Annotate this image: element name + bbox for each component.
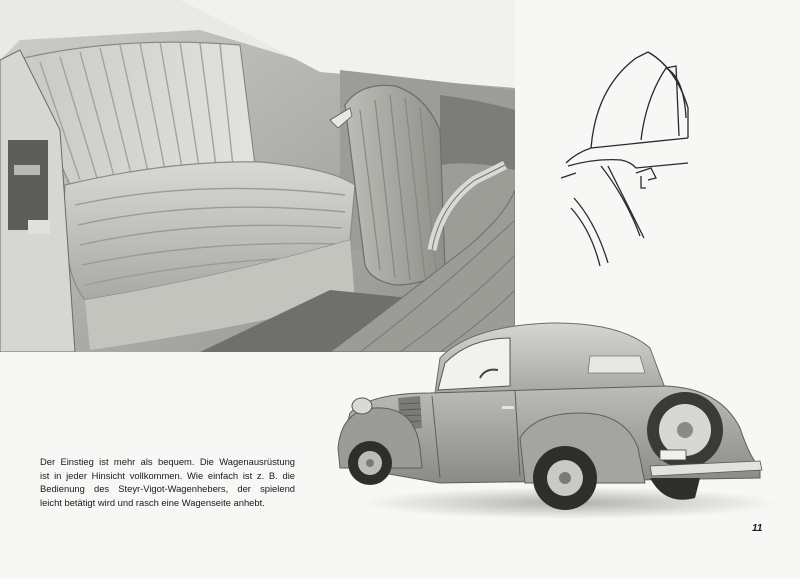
interior-seat-photo (0, 0, 515, 352)
convertible-car-photo (320, 318, 800, 530)
caption-paragraph (40, 455, 295, 509)
caption-line: leicht betätigt wird und rasch eine Wagenseite anhebt. (40, 496, 265, 508)
caption-line: ist in jeder Hinsicht vollkommen. Wie einfach ist z. B. die (40, 469, 295, 481)
door-hinge-sketch (556, 48, 694, 270)
page-number: 11 (752, 523, 763, 534)
caption-line: Der Einstieg ist mehr als bequem. Die Wagenausrüstung (40, 456, 295, 468)
caption-line: Bedienung des Steyr-Vigot-Wagenhebers, der spielend (40, 483, 295, 495)
